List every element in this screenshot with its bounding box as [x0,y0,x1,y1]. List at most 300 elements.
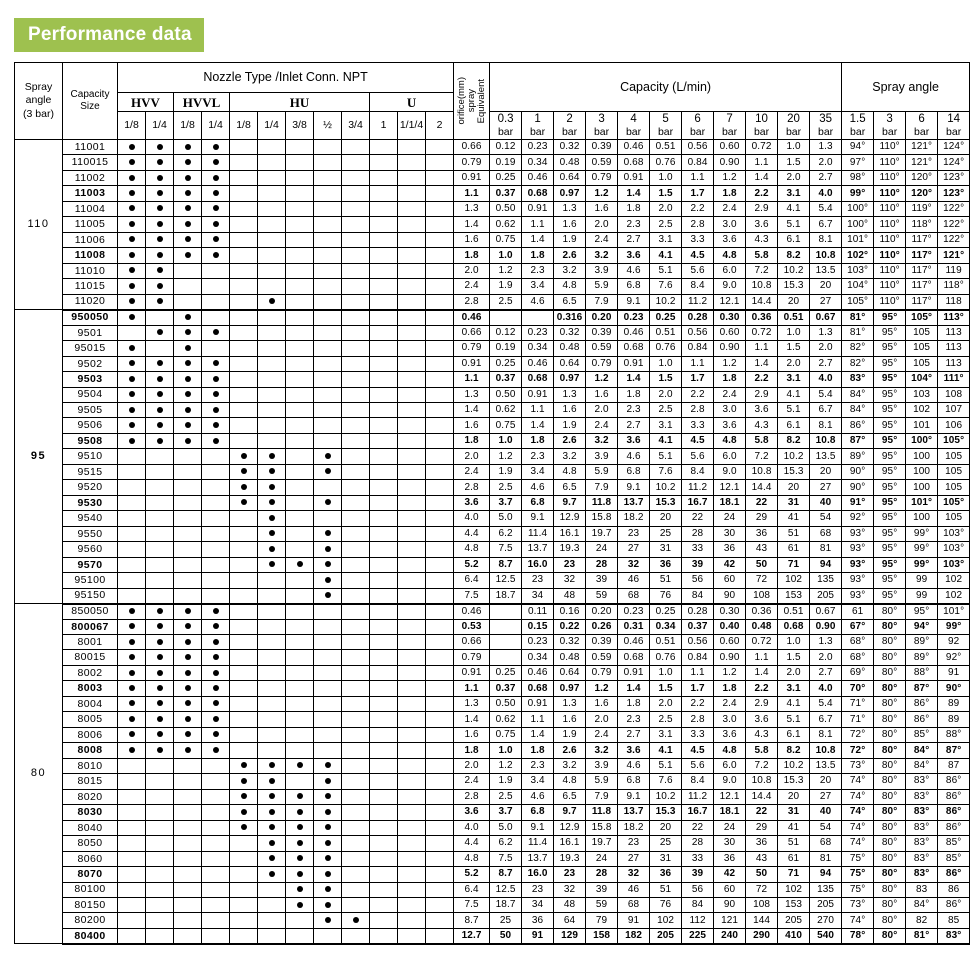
availability-dot-icon [213,654,219,660]
capacity-cell: 5.6 [682,449,714,464]
capacity-cell: 1.6 [554,402,586,417]
capacity-cell: 0.23 [522,325,554,340]
capacity-cell: 56 [682,882,714,897]
spray-angle-cell: 100° [906,433,938,448]
capacity-cell: 0.62 [490,712,522,727]
capacity-cell: 0.46 [522,665,554,680]
capacity-cell [522,310,554,325]
table-row [15,433,970,448]
spray-angle-cell: 110° [874,279,906,294]
conn-dot-cell-filled [118,140,146,155]
conn-dot-cell-empty [370,341,398,356]
capacity-cell: 3.9 [586,758,618,773]
capacity-cell: 0.59 [586,155,618,170]
capacity-cell: 20 [650,511,682,526]
spray-angle-cell: 113 [938,341,970,356]
capacity-cell: 4.8 [554,774,586,789]
capacity-cell: 79 [586,913,618,928]
conn-dot-cell-filled [118,387,146,402]
spray-angle-cell: 73° [842,897,874,912]
conn-dot-cell-empty [258,635,286,650]
conn-dot-cell-empty [230,140,258,155]
spray-angle-cell: 105 [938,464,970,479]
conn-dot-cell-empty [258,743,286,758]
availability-dot-icon [213,175,219,181]
capacity-cell: 0.23 [618,310,650,325]
availability-dot-icon [185,144,191,150]
conn-dot-cell-empty [398,588,426,603]
capacity-cell: 2.8 [682,217,714,232]
capacity-cell: 19.3 [554,851,586,866]
capacity-cell: 6.1 [778,418,810,433]
capacity-cell: 91 [618,913,650,928]
capacity-cell: 10.2 [778,263,810,278]
spray-angle-cell: 71° [842,712,874,727]
conn-dot-cell-filled [230,805,258,820]
conn-dot-cell-filled [258,511,286,526]
availability-dot-icon [157,329,163,335]
equivalent-orifice-cell: 0.66 [454,140,490,155]
capacity-cell: 2.0 [650,387,682,402]
conn-dot-cell-filled [202,681,230,696]
spray-angle-group-95: 95 [15,310,63,604]
capacity-cell: 0.62 [490,402,522,417]
capacity-cell: 16.0 [522,557,554,572]
capacity-cell: 5.8 [746,743,778,758]
conn-dot-cell-empty [314,294,342,309]
capacity-cell: 94 [810,867,842,882]
capacity-cell: 135 [810,573,842,588]
spray-angle-cell: 103° [938,526,970,541]
capacity-cell: 48 [554,588,586,603]
capacity-cell: 24 [714,820,746,835]
header-capacity-4bar: 4 bar [618,112,650,140]
conn-dot-cell-empty [342,279,370,294]
capacity-cell: 1.2 [490,758,522,773]
availability-dot-icon [129,608,135,614]
conn-dot-cell-empty [174,882,202,897]
equivalent-orifice-cell: 4.4 [454,836,490,851]
capacity-cell: 11.2 [682,294,714,309]
conn-dot-cell-empty [426,588,454,603]
spray-angle-cell: 83° [938,928,970,943]
capacity-cell: 16.7 [682,495,714,510]
capacity-cell: 0.79 [586,356,618,371]
capacity-cell: 10.8 [746,279,778,294]
spray-angle-cell: 87° [842,433,874,448]
capacity-cell: 3.0 [714,217,746,232]
spray-angle-cell: 110° [874,217,906,232]
capacity-cell: 102 [778,573,810,588]
availability-dot-icon [213,623,219,629]
capacity-cell: 23 [618,526,650,541]
capacity-cell: 10.2 [650,789,682,804]
spray-angle-cell: 80° [874,805,906,820]
conn-dot-cell-empty [230,928,258,943]
conn-dot-cell-empty [342,836,370,851]
conn-dot-cell-empty [202,897,230,912]
header-capacity-1bar: 1 bar [522,112,554,140]
conn-dot-cell-empty [258,604,286,619]
capacity-cell: 3.6 [714,418,746,433]
equivalent-orifice-cell: 5.2 [454,557,490,572]
spray-angle-cell: 95° [874,402,906,417]
conn-dot-cell-empty [342,619,370,634]
conn-dot-cell-filled [146,402,174,417]
conn-dot-cell-empty [202,774,230,789]
capacity-cell: 2.6 [554,433,586,448]
conn-dot-cell-empty [398,743,426,758]
capacity-cell: 31 [650,542,682,557]
conn-dot-cell-empty [370,913,398,928]
conn-dot-cell-empty [370,140,398,155]
conn-dot-cell-empty [426,542,454,557]
capacity-cell: 1.1 [682,356,714,371]
spray-angle-cell: 82 [906,913,938,928]
capacity-size-cell: 8050 [63,836,118,851]
spray-angle-cell: 123° [938,186,970,201]
conn-dot-cell-empty [426,758,454,773]
capacity-cell: 0.84 [682,650,714,665]
availability-dot-icon [325,577,331,583]
capacity-cell: 1.1 [522,712,554,727]
availability-dot-icon [241,762,247,768]
capacity-cell: 23 [522,573,554,588]
capacity-cell: 0.26 [586,619,618,634]
capacity-size-cell: 800067 [63,619,118,634]
capacity-cell: 2.0 [586,402,618,417]
conn-dot-cell-empty [230,851,258,866]
capacity-cell: 7.2 [746,263,778,278]
capacity-cell: 1.4 [522,232,554,247]
capacity-cell: 24 [586,542,618,557]
capacity-cell: 0.46 [618,140,650,155]
table-row [15,263,970,278]
conn-dot-cell-empty [370,619,398,634]
spray-angle-cell: 101° [842,232,874,247]
spray-angle-cell: 90° [938,681,970,696]
conn-dot-cell-empty [398,140,426,155]
conn-dot-cell-empty [370,480,398,495]
availability-dot-icon [213,221,219,227]
conn-dot-cell-filled [174,325,202,340]
conn-dot-cell-empty [370,712,398,727]
conn-dot-cell-filled [286,789,314,804]
capacity-size-cell: 11004 [63,201,118,216]
conn-dot-cell-empty [342,186,370,201]
capacity-cell: 13.7 [522,542,554,557]
spray-angle-cell: 113 [938,325,970,340]
availability-dot-icon [241,778,247,784]
capacity-cell: 6.2 [490,526,522,541]
conn-dot-cell-empty [174,851,202,866]
conn-dot-cell-empty [202,480,230,495]
conn-dot-cell-filled [202,217,230,232]
conn-dot-cell-empty [398,418,426,433]
capacity-size-cell: 8006 [63,727,118,742]
availability-dot-icon [325,824,331,830]
conn-dot-cell-empty [342,774,370,789]
capacity-cell: 0.34 [650,619,682,634]
availability-dot-icon [241,484,247,490]
capacity-cell: 1.0 [778,140,810,155]
capacity-cell: 2.0 [778,356,810,371]
capacity-cell: 8.2 [778,743,810,758]
spray-angle-cell: 118° [906,217,938,232]
conn-dot-cell-empty [426,913,454,928]
conn-dot-cell-filled [258,495,286,510]
conn-dot-cell-empty [370,836,398,851]
capacity-cell: 60 [714,573,746,588]
capacity-cell: 102 [778,882,810,897]
spray-angle-cell: 95° [874,341,906,356]
availability-dot-icon [325,453,331,459]
conn-dot-cell-empty [426,573,454,588]
availability-dot-icon [157,639,163,645]
availability-dot-icon [269,530,275,536]
capacity-cell: 2.7 [810,356,842,371]
availability-dot-icon [325,793,331,799]
conn-dot-cell-empty [146,480,174,495]
conn-dot-cell-empty [370,820,398,835]
spray-angle-cell: 100 [906,480,938,495]
availability-dot-icon [325,561,331,567]
capacity-cell: 0.32 [554,140,586,155]
conn-dot-cell-filled [146,696,174,711]
capacity-cell: 42 [714,867,746,882]
conn-dot-cell-empty [118,836,146,851]
capacity-cell: 5.9 [586,279,618,294]
conn-dot-cell-empty [370,372,398,387]
capacity-cell: 84 [682,897,714,912]
conn-dot-cell-empty [398,279,426,294]
capacity-cell: 30 [714,836,746,851]
conn-dot-cell-filled [118,635,146,650]
spray-angle-cell: 110° [874,155,906,170]
availability-dot-icon [185,670,191,676]
conn-dot-cell-empty [286,928,314,943]
capacity-cell: 1.0 [490,743,522,758]
conn-dot-cell-empty [342,882,370,897]
capacity-cell: 2.4 [714,696,746,711]
conn-dot-cell-empty [230,604,258,619]
conn-dot-cell-empty [230,526,258,541]
capacity-size-cell: 9508 [63,433,118,448]
capacity-cell: 0.12 [490,325,522,340]
capacity-cell: 9.0 [714,464,746,479]
conn-dot-cell-filled [314,867,342,882]
spray-angle-cell: 86° [906,696,938,711]
capacity-cell: 13.7 [522,851,554,866]
availability-dot-icon [157,236,163,242]
table-row [15,140,970,155]
conn-dot-cell-filled [146,186,174,201]
conn-dot-cell-empty [426,418,454,433]
capacity-cell: 32 [618,557,650,572]
capacity-cell: 6.5 [554,480,586,495]
capacity-cell: 0.36 [746,310,778,325]
capacity-cell: 1.4 [618,186,650,201]
capacity-cell: 0.67 [810,310,842,325]
spray-angle-cell: 86° [906,712,938,727]
conn-dot-cell-empty [230,356,258,371]
conn-dot-cell-empty [174,789,202,804]
availability-dot-icon [213,190,219,196]
conn-dot-cell-empty [202,526,230,541]
table-row [15,480,970,495]
spray-angle-cell: 87° [906,681,938,696]
conn-dot-cell-empty [230,557,258,572]
conn-dot-cell-filled [146,263,174,278]
capacity-cell: 1.2 [490,263,522,278]
capacity-cell: 7.6 [650,279,682,294]
spray-angle-cell: 69° [842,665,874,680]
conn-dot-cell-empty [230,542,258,557]
capacity-cell: 36 [714,542,746,557]
table-row [15,867,970,882]
conn-dot-cell-empty [174,758,202,773]
equivalent-orifice-cell: 2.4 [454,774,490,789]
capacity-cell: 0.25 [650,604,682,619]
availability-dot-icon [325,855,331,861]
conn-dot-cell-empty [146,557,174,572]
conn-dot-cell-empty [286,588,314,603]
table-row [15,186,970,201]
capacity-cell: 3.2 [586,433,618,448]
table-row [15,712,970,727]
availability-dot-icon [157,608,163,614]
spray-angle-cell: 124° [938,140,970,155]
spray-angle-cell: 80° [874,867,906,882]
conn-dot-cell-empty [146,542,174,557]
spray-angle-cell: 83° [906,774,938,789]
conn-dot-cell-empty [314,402,342,417]
conn-dot-cell-empty [370,263,398,278]
spray-angle-cell: 120° [906,170,938,185]
capacity-cell: 0.79 [586,665,618,680]
conn-dot-cell-filled [118,372,146,387]
conn-dot-cell-empty [314,418,342,433]
spray-angle-cell: 87° [938,743,970,758]
conn-dot-cell-filled [202,604,230,619]
conn-dot-cell-empty [286,170,314,185]
capacity-cell: 4.8 [714,433,746,448]
capacity-cell: 1.5 [778,155,810,170]
capacity-cell: 9.1 [522,511,554,526]
capacity-cell: 205 [778,913,810,928]
conn-dot-cell-filled [258,774,286,789]
availability-dot-icon [129,345,135,351]
capacity-size-cell: 9506 [63,418,118,433]
conn-dot-cell-empty [230,573,258,588]
conn-dot-cell-empty [286,310,314,325]
conn-dot-cell-empty [118,913,146,928]
conn-dot-cell-filled [146,604,174,619]
capacity-cell: 22 [682,511,714,526]
capacity-cell: 225 [682,928,714,943]
conn-dot-cell-filled [230,774,258,789]
spray-angle-cell: 117° [906,279,938,294]
spray-angle-cell: 99 [906,573,938,588]
capacity-cell: 30 [714,526,746,541]
conn-dot-cell-filled [314,495,342,510]
conn-dot-cell-filled [314,805,342,820]
conn-dot-cell-filled [174,604,202,619]
capacity-cell: 1.8 [714,372,746,387]
capacity-cell: 9.1 [618,294,650,309]
capacity-cell: 2.5 [650,217,682,232]
capacity-cell: 1.6 [586,387,618,402]
capacity-cell: 1.3 [810,140,842,155]
spray-angle-cell: 95° [874,495,906,510]
capacity-cell: 51 [650,573,682,588]
conn-dot-cell-filled [286,882,314,897]
capacity-cell: 8.4 [682,279,714,294]
conn-dot-cell-empty [342,588,370,603]
conn-dot-cell-empty [202,789,230,804]
capacity-cell: 50 [746,557,778,572]
availability-dot-icon [213,438,219,444]
capacity-cell: 29 [746,511,778,526]
conn-dot-cell-empty [230,387,258,402]
spray-angle-cell: 113° [938,310,970,325]
spray-angle-cell: 88° [906,665,938,680]
capacity-cell: 5.9 [586,774,618,789]
conn-dot-cell-empty [342,263,370,278]
capacity-cell: 4.0 [810,681,842,696]
conn-dot-cell-empty [230,882,258,897]
conn-dot-cell-empty [258,170,286,185]
conn-dot-cell-empty [426,449,454,464]
conn-dot-cell-empty [342,681,370,696]
spray-angle-cell: 111° [938,372,970,387]
spray-angle-cell: 80° [874,743,906,758]
capacity-cell: 3.6 [618,248,650,263]
capacity-cell: 0.76 [650,155,682,170]
spray-angle-cell: 105 [906,325,938,340]
capacity-cell: 1.1 [522,217,554,232]
spray-angle-cell: 75° [842,882,874,897]
conn-dot-cell-filled [314,573,342,588]
capacity-cell: 0.48 [554,155,586,170]
spray-angle-cell: 72° [842,743,874,758]
capacity-size-cell: 9560 [63,542,118,557]
capacity-size-cell: 11002 [63,170,118,185]
capacity-cell: 3.2 [554,758,586,773]
availability-dot-icon [129,716,135,722]
availability-dot-icon [157,252,163,258]
conn-dot-cell-filled [118,696,146,711]
conn-dot-cell-empty [258,619,286,634]
spray-angle-cell: 117° [906,232,938,247]
availability-dot-icon [129,283,135,289]
header-row-1 [15,63,970,93]
capacity-cell: 2.4 [586,232,618,247]
table-row [15,232,970,247]
conn-dot-cell-filled [314,789,342,804]
capacity-cell: 8.1 [810,727,842,742]
capacity-cell: 9.0 [714,774,746,789]
table-row [15,418,970,433]
conn-dot-cell-filled [286,557,314,572]
conn-dot-cell-filled [174,217,202,232]
conn-dot-cell-empty [342,217,370,232]
conn-dot-cell-empty [342,232,370,247]
conn-dot-cell-empty [314,186,342,201]
availability-dot-icon [157,360,163,366]
table-row [15,588,970,603]
capacity-size-cell: 9510 [63,449,118,464]
